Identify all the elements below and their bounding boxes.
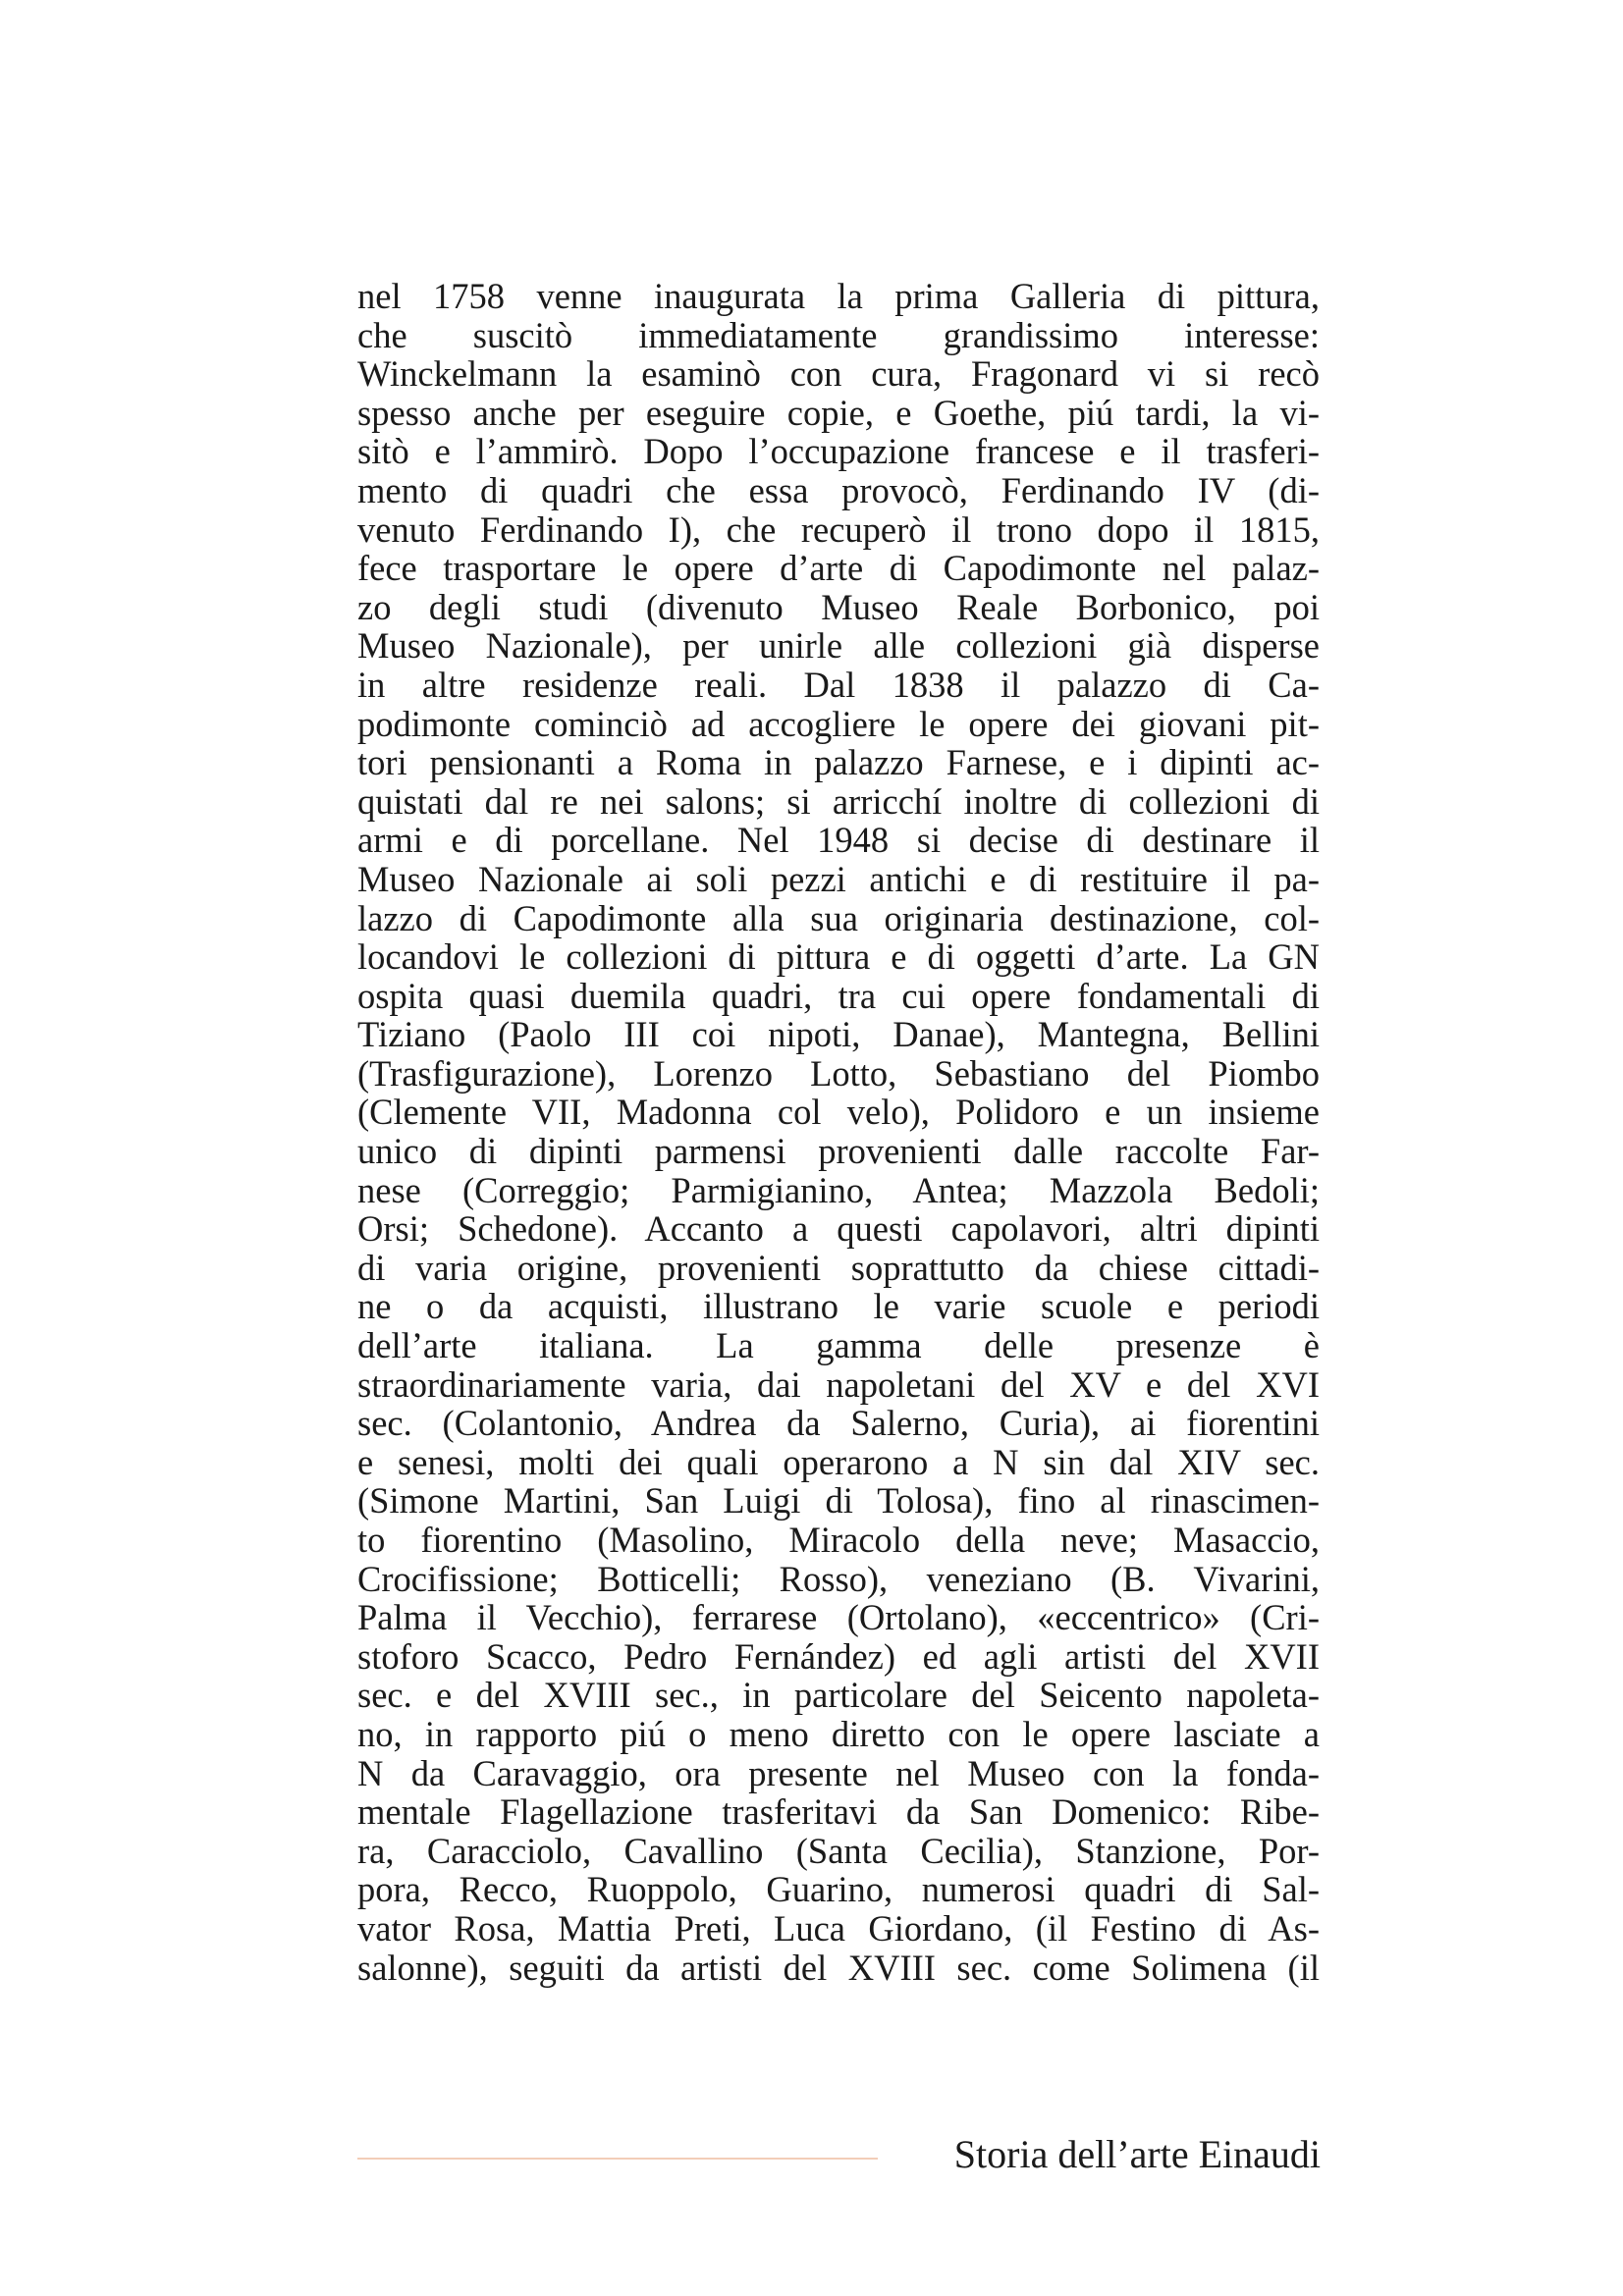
text-line: Winckelmann la esaminò con cura, Fragonard vi si recò xyxy=(357,353,1320,395)
text-line: nel 1758 venne inaugurata la prima Galleria di pittura, xyxy=(357,276,1320,316)
text-line: Tiziano (Paolo III coi nipoti, Danae), Mantegna, Bellini xyxy=(357,1014,1320,1055)
text-line: unico di dipinti parmensi provenienti dalle raccolte Far- xyxy=(357,1131,1320,1172)
footer-title: Storia dell’arte Einaudi xyxy=(953,2132,1321,2176)
text-line: (Simone Martini, San Luigi di Tolosa), fino al rinascimen- xyxy=(357,1480,1320,1522)
text-line: sec. e del XVIII sec., in particolare del Seicento napoleta- xyxy=(357,1675,1320,1716)
text-line: Museo Nazionale ai soli pezzi antichi e di restituire il pa- xyxy=(357,858,1320,899)
text-line: (Trasfigurazione), Lorenzo Lotto, Sebastiano del Piombo xyxy=(357,1052,1320,1094)
text-line: (Clemente VII, Madonna col velo), Polidoro e un insieme xyxy=(357,1092,1320,1133)
text-line: sec. (Colantonio, Andrea da Salerno, Curia), ai fiorentini xyxy=(357,1403,1320,1444)
text-line: ospita quasi duemila quadri, tra cui opere fondamentali di xyxy=(357,975,1320,1016)
text-line: pora, Recco, Ruoppolo, Guarino, numerosi quadri di Sal- xyxy=(357,1869,1320,1910)
text-line: stoforo Scacco, Pedro Fernández) ed agli artisti del XVII xyxy=(357,1635,1320,1677)
text-line: Palma il Vecchio), ferrarese (Ortolano), «eccentrico» (Cri- xyxy=(357,1597,1320,1638)
text-line: N da Caravaggio, ora presente nel Museo con la fonda- xyxy=(357,1752,1320,1793)
text-line: armi e di porcellane. Nel 1948 si decise di destinare il xyxy=(357,820,1320,861)
text-line: Crocifissione; Botticelli; Rosso), veneziano (B. Vivarini, xyxy=(357,1558,1320,1599)
text-line: locandovi le collezioni di pittura e di oggetti d’arte. La GN xyxy=(357,936,1320,978)
text-line: venuto Ferdinando I), che recuperò il trono dopo il 1815, xyxy=(357,508,1320,550)
text-line: che suscitò immediatamente grandissimo interesse: xyxy=(357,314,1320,355)
text-line: vator Rosa, Mattia Preti, Luca Giordano, (il Festino di As- xyxy=(357,1907,1320,1949)
text-line: no, in rapporto piú o meno diretto con le opere lasciate a xyxy=(357,1713,1320,1754)
text-line: mentale Flagellazione trasferitavi da San Domenico: Ribe- xyxy=(357,1791,1320,1833)
text-line: nese (Correggio; Parmigianino, Antea; Mazzola Bedoli; xyxy=(357,1169,1320,1210)
text-line: zo degli studi (divenuto Museo Reale Borbonico, poi xyxy=(357,586,1320,627)
text-line: straordinariamente varia, dai napoletani del XV e del XVI xyxy=(357,1363,1320,1405)
text-line: dell’arte italiana. La gamma delle presenze è xyxy=(357,1325,1320,1366)
text-line: in altre residenze reali. Dal 1838 il palazzo di Ca- xyxy=(357,664,1320,705)
text-line: to fiorentino (Masolino, Miracolo della neve; Masaccio, xyxy=(357,1520,1320,1560)
text-line: di varia origine, provenienti soprattutto da chiese cittadi- xyxy=(357,1247,1320,1288)
text-line: Orsi; Schedone). Accanto a questi capolavori, altri dipinti xyxy=(357,1208,1320,1250)
text-line: sitò e l’ammirò. Dopo l’occupazione francese e il trasferi- xyxy=(357,431,1320,472)
text-line: mento di quadri che essa provocò, Ferdinando IV (di- xyxy=(357,469,1320,510)
text-line: tori pensionanti a Roma in palazzo Farnese, e i dipinti ac- xyxy=(357,742,1320,783)
text-line: lazzo di Capodimonte alla sua originaria destinazione, col- xyxy=(357,897,1320,938)
text-line: ra, Caracciolo, Cavallino (Santa Cecilia), Stanzione, Por- xyxy=(357,1830,1320,1871)
body-text xyxy=(357,277,1320,1987)
text-line: quistati dal re nei salons; si arricchí inoltre di collezioni di xyxy=(357,780,1320,822)
footer-divider xyxy=(357,2158,878,2160)
text-line: salonne), seguiti da artisti del XVIII sec. come Solimena (il xyxy=(357,1947,1320,1988)
text-line: podimonte cominciò ad accogliere le opere dei giovani pit- xyxy=(357,703,1320,744)
text-line: e senesi, molti dei quali operarono a N sin dal XIV sec. xyxy=(357,1441,1320,1482)
text-line: spesso anche per eseguire copie, e Goethe, piú tardi, la vi- xyxy=(357,392,1320,433)
text-line: Museo Nazionale), per unirle alle collezioni già disperse xyxy=(357,625,1320,667)
text-line: fece trasportare le opere d’arte di Capodimonte nel palaz- xyxy=(357,548,1320,589)
text-line: ne o da acquisti, illustrano le varie scuole e periodi xyxy=(357,1286,1320,1327)
